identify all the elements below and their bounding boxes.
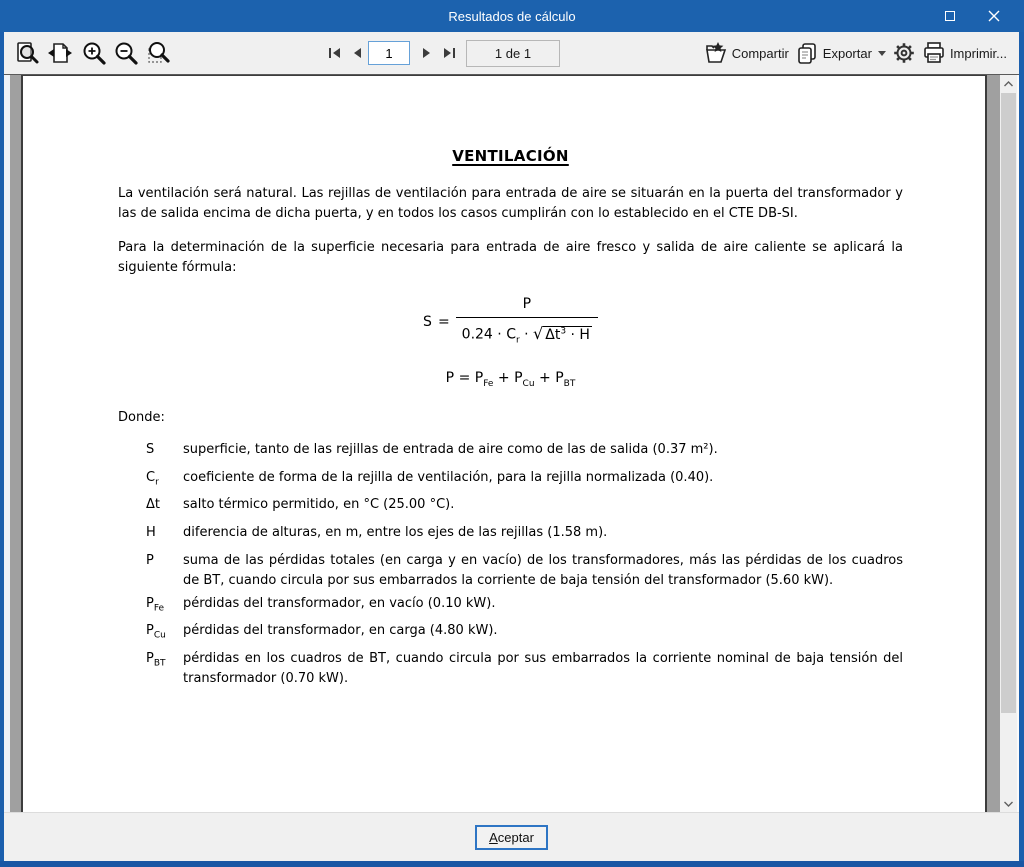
- losses-formula: $P = P_{Fe} + P_{Cu} + P_{BT}$: [445, 370, 576, 390]
- printer-icon: [922, 41, 946, 65]
- fit-page-icon: [15, 40, 41, 66]
- page-number-input[interactable]: [368, 41, 410, 65]
- fit-width-icon: [47, 40, 73, 66]
- page-count-label: 1 de 1: [494, 46, 532, 61]
- scroll-up-icon: [1004, 81, 1013, 87]
- toolbar: [4, 32, 1019, 74]
- definition-symbol: $C_r$: [146, 469, 159, 488]
- share-icon: [704, 41, 728, 65]
- definition-symbol: $P_{Fe}$: [146, 595, 165, 614]
- definition-symbol: P: [146, 552, 154, 568]
- zoom-in-button[interactable]: [80, 39, 108, 67]
- close-button[interactable]: [972, 0, 1016, 32]
- previous-page-icon: [352, 47, 362, 59]
- definition-description: salto térmico permitido, en °C (25.00 °C).: [183, 497, 455, 513]
- next-page-icon: [422, 47, 432, 59]
- dialog-footer: [4, 812, 1019, 861]
- fraction-numerator: P: [522, 296, 532, 312]
- document-title: VENTILACIÓN: [452, 147, 569, 165]
- zoom-selection-button[interactable]: [144, 39, 172, 67]
- paragraph-formula-intro: Para la determinación de la superficie necesaria para entrada de aire fresco y salida de aire caliente se aplicará la siguiente fórmula:: [118, 240, 903, 275]
- window-bottom-border: [0, 861, 1024, 867]
- definition-row: [146, 468, 903, 493]
- definition-symbol: S: [146, 442, 155, 458]
- gear-icon: [892, 41, 916, 65]
- next-page-button[interactable]: [418, 44, 436, 62]
- accept-button[interactable]: A ceptar: [475, 825, 548, 850]
- scroll-up-button[interactable]: [1000, 75, 1017, 92]
- titlebar: [0, 0, 1024, 32]
- export-button[interactable]: [795, 41, 886, 65]
- zoom-in-icon: [81, 40, 107, 66]
- close-icon: [988, 10, 1000, 22]
- page-count-indicator: [466, 40, 560, 67]
- window-title: Resultados de cálculo: [448, 8, 576, 24]
- first-page-button[interactable]: [326, 44, 344, 62]
- settings-button[interactable]: [892, 41, 916, 65]
- definition-row: [146, 594, 903, 619]
- scroll-down-icon: [1004, 801, 1013, 807]
- maximize-button[interactable]: [928, 0, 972, 32]
- last-page-icon: [442, 47, 456, 59]
- definition-description: pérdidas en los cuadros de BT, cuando circula por sus embarrados la corriente nominal de baja tensión del transformador (0.70 kW).: [183, 650, 903, 686]
- maximize-icon: [945, 11, 955, 21]
- share-label: Compartir: [731, 45, 789, 61]
- definition-description: pérdidas del transformador, en carga (4.80 kW).: [183, 623, 498, 639]
- export-label: Exportar: [822, 45, 872, 61]
- definition-description: coeficiente de forma de la rejilla de ventilación, para la rejilla normalizada (0.40).: [183, 469, 714, 485]
- definition-row: [146, 440, 903, 465]
- surface-formula: [118, 294, 903, 350]
- definition-row: [146, 551, 903, 591]
- where-label: Donde:: [118, 410, 165, 426]
- formula-equals: =: [437, 314, 450, 331]
- zoom-selection-icon: [145, 40, 171, 66]
- print-button[interactable]: [922, 41, 1007, 65]
- print-label: Imprimir...: [949, 45, 1007, 61]
- definition-symbol: $P_{BT}$: [146, 650, 166, 669]
- definition-description: diferencia de alturas, en m, entre los ejes de las rejillas (1.58 m).: [183, 525, 608, 541]
- zoom-fit-width-button[interactable]: [46, 39, 74, 67]
- definition-description: suma de las pérdidas totales (en carga y en vacío) de los transformadores, más las pérdidas de los cuadros de BT, cuando circula por sus embarrados la corriente de baja tensión del transformador (5.60 kW).: [183, 552, 903, 588]
- preview-right-gutter: [1017, 75, 1019, 812]
- definition-row: [146, 523, 903, 548]
- definition-row: [146, 495, 903, 520]
- first-page-icon: [328, 47, 342, 59]
- definition-symbol: H: [146, 525, 156, 541]
- definition-description: superficie, tanto de las rejillas de entrada de aire como de las de salida (0.37 m²).: [183, 442, 718, 458]
- definition-symbol: $P_{Cu}$: [146, 623, 166, 641]
- definition-row: [146, 621, 903, 646]
- definition-description: pérdidas del transformador, en vacío (0.10 kW).: [183, 595, 496, 611]
- radical: √ $\Delta t^3 \cdot H$: [533, 323, 590, 343]
- zoom-out-icon: [113, 40, 139, 66]
- document-preview-pane: [4, 74, 1019, 812]
- vertical-scrollbar[interactable]: [1000, 75, 1017, 812]
- formula-fraction: [456, 294, 598, 350]
- last-page-button[interactable]: [440, 44, 458, 62]
- document-page: [21, 75, 987, 812]
- previous-page-button[interactable]: [348, 44, 366, 62]
- formula-lhs: S: [423, 314, 432, 331]
- scroll-down-button[interactable]: [1000, 795, 1017, 812]
- preview-scroll-area[interactable]: [10, 75, 1000, 812]
- chevron-down-icon: [878, 51, 886, 56]
- share-button[interactable]: [704, 41, 789, 65]
- definition-symbol: Δt: [146, 497, 160, 513]
- zoom-fit-page-button[interactable]: [14, 39, 42, 67]
- scrollbar-thumb[interactable]: [1001, 93, 1016, 713]
- paragraph-ventilation: La ventilación será natural. Las rejillas de ventilación para entrada de aire se situarán en la puerta del transformador y las de salida encima de dicha puerta, y en todos los casos cumplirán con lo establecido en el CTE DB-SI.: [118, 186, 903, 221]
- fraction-denominator: $0.24 \cdot C_r$ · √ $\Delta t^3 \cdot H$: [456, 317, 598, 350]
- zoom-out-button[interactable]: [112, 39, 140, 67]
- definition-row: [146, 649, 903, 689]
- export-icon: [795, 41, 819, 65]
- definitions-list: [118, 440, 903, 689]
